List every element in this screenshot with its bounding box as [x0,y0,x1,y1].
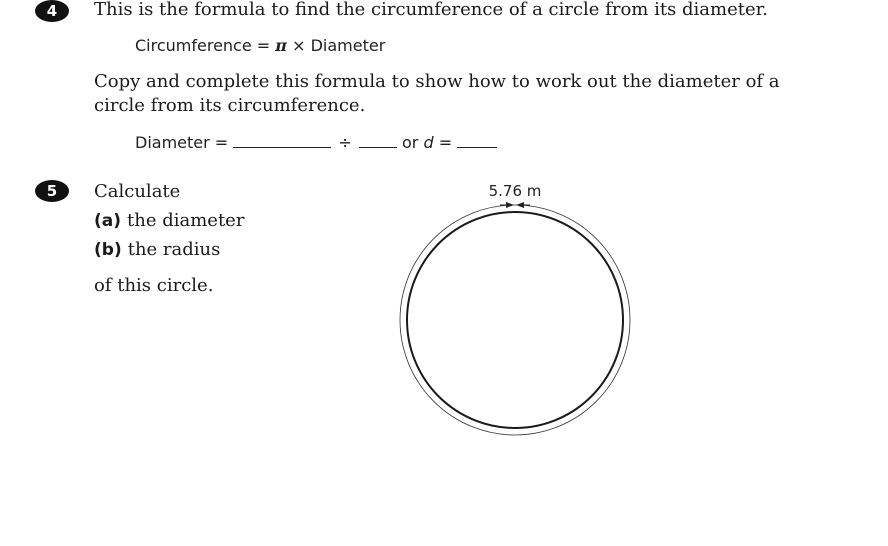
fill-d: d [423,133,434,152]
pi-symbol: π [275,36,288,55]
fill-lhs: Diameter [135,133,210,152]
circle-outline [407,212,623,428]
q5-closing: of this circle. [94,275,214,296]
q4-instruction-line-1: Copy and complete this formula to show how to work out the diameter of a [94,71,780,92]
part-letter-a: (a) [94,211,122,231]
part-text-b: the radius [127,239,221,260]
circumference-label: 5.76 m [488,182,542,200]
q4-intro: This is the formula to find the circumference of a circle from its diameter. [94,0,768,20]
fill-or: or [401,133,419,152]
fill-equals-2: = [438,133,453,152]
q5-prompt: Calculate [94,181,181,202]
formula-equals: = [256,36,271,55]
part-text-a: the diameter [127,210,245,231]
circumference-arc [400,205,630,435]
formula-lhs: Circumference [135,36,252,55]
part-letter-b: (b) [94,240,122,260]
formula-rhs: Diameter [310,36,386,55]
question-number-5: 5 [35,180,69,202]
formula-times: × [292,36,306,55]
fill-equals: = [214,133,229,152]
q4-instruction-line-2: circle from its circumference. [94,95,366,116]
divide-sign: ÷ [338,133,352,152]
question-number-4: 4 [35,0,69,22]
